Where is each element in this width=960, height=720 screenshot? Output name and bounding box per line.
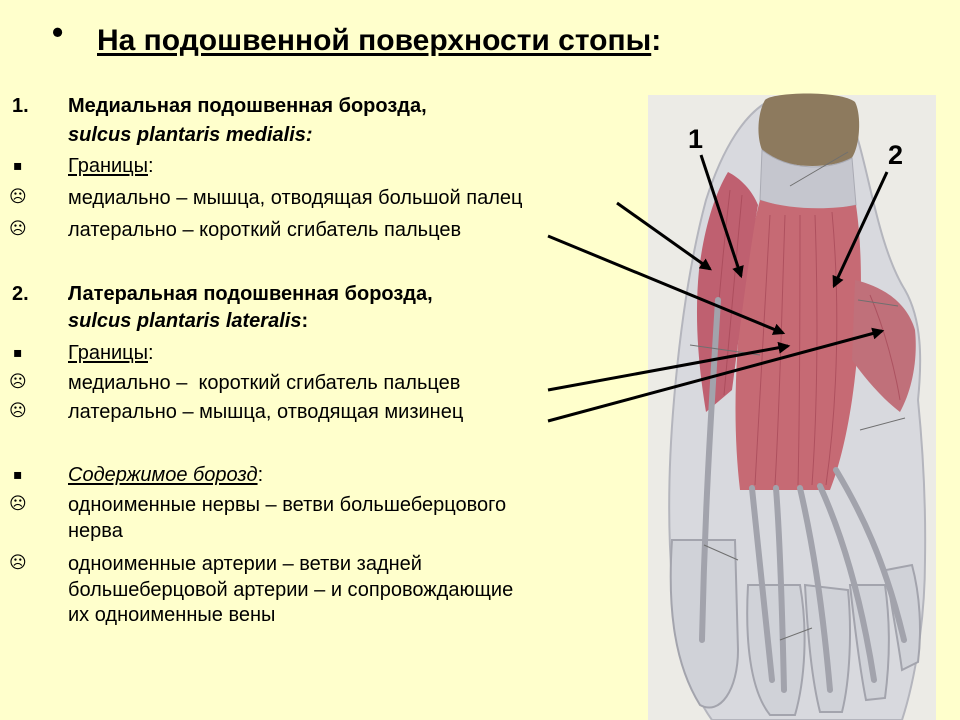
calcaneus-bone <box>758 94 859 166</box>
contents-item-line: одноименные артерии – ветви задней <box>68 553 422 575</box>
frown-face-icon: ☹ <box>9 401 27 421</box>
square-bullet-icon: ▪ <box>13 467 23 483</box>
section-2-latin-text: sulcus plantaris lateralis <box>68 310 302 332</box>
section-1-item: латерально – короткий сгибатель пальцев <box>68 219 462 241</box>
borders-label-colon: : <box>148 155 154 177</box>
frown-face-icon: ☹ <box>9 372 27 392</box>
section-1-item: медиально – мышца, отводящая большой палец <box>68 187 523 209</box>
square-bullet-icon: ▪ <box>13 158 23 174</box>
borders-label-text: Границы <box>68 155 148 177</box>
section-2-number: 2. <box>12 283 29 305</box>
section-2-item: медиально – короткий сгибатель пальцев <box>68 372 461 394</box>
page-title-colon: : <box>651 24 662 57</box>
section-2-latin-colon: : <box>301 310 309 332</box>
borders-label-colon: : <box>148 342 154 364</box>
section-1-borders-label <box>68 155 154 178</box>
figure-label-1: 1 <box>688 124 704 154</box>
contents-item-line: их одноименные вены <box>68 604 276 626</box>
frown-face-icon: ☹ <box>9 553 27 573</box>
section-2-borders-label <box>68 342 154 365</box>
section-1-number: 1. <box>12 95 29 117</box>
contents-item-line: большеберцовой артерии – и сопровождающие <box>68 579 514 601</box>
section-2-item: латерально – мышца, отводящая мизинец <box>68 401 464 423</box>
section-2-latin <box>68 310 308 333</box>
frown-face-icon: ☹ <box>9 219 27 239</box>
title-bullet: • <box>52 14 64 50</box>
flexor-digitorum-brevis-muscle <box>736 200 861 490</box>
square-bullet-icon: ▪ <box>13 345 23 361</box>
page-title <box>97 24 661 59</box>
frown-face-icon: ☹ <box>9 187 27 207</box>
section-1-heading: Медиальная подошвенная борозда, <box>68 95 427 117</box>
section-1-latin: sulcus plantaris medialis: <box>68 124 313 146</box>
figure-label-2: 2 <box>888 140 904 170</box>
page-title-text: На подошвенной поверхности стопы <box>97 24 652 57</box>
contents-item-line: одноименные нервы – ветви большеберцового <box>68 494 507 516</box>
contents-label-text: Содержимое борозд <box>68 464 258 486</box>
contents-label <box>68 464 263 487</box>
frown-face-icon: ☹ <box>9 494 27 514</box>
section-2-heading: Латеральная подошвенная борозда, <box>68 283 433 305</box>
contents-label-colon: : <box>257 464 264 486</box>
borders-label-text: Границы <box>68 342 148 364</box>
contents-item-line: нерва <box>68 520 123 542</box>
